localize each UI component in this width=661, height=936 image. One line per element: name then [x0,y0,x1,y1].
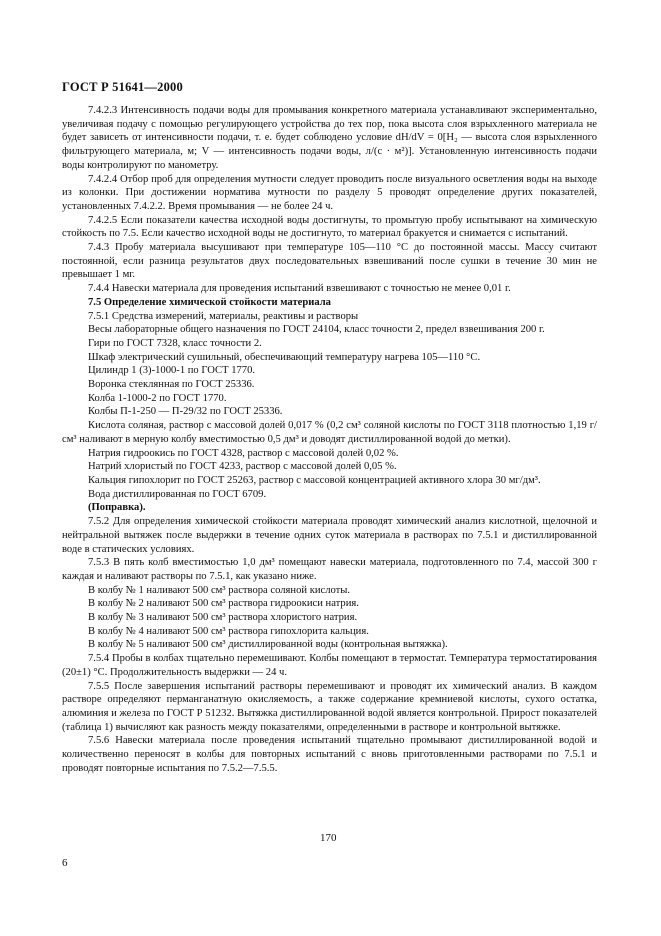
page-number: 6 [62,857,68,869]
list-item-weights: Гири по ГОСТ 7328, класс точности 2. [88,337,262,349]
list-item-cylinder: Цилиндр 1 (3)-1000-1 по ГОСТ 1770. [88,365,256,377]
flask-5-item: В колбу № 5 наливают 500 см³ дистиллированной воды (контрольная вытяжка). [88,639,448,651]
list-item-sodium-hydroxide: Натрия гидроокись по ГОСТ 4328, раствор с массовой долей 0,02 %. [88,447,399,459]
amendment-note: (Поправка). [88,502,146,514]
paragraph-7-5-5: 7.5.5 После завершения испытаний растворы перемешивают и проводят их химический анализ. В каждом растворе определяют перманганатную окисляемость, а также содержание кремниевой кислоты, сухого остатка, алюминия и железа по ГОСТ Р 51232. Вытяжка дистиллированной водой является контрольной. Прирост показателей (таблица 1) вычисляют как разность между показателями, определенными в растворе и контрольной вытяжке. [62,680,597,733]
list-item-scales: Весы лабораторные общего назначения по ГОСТ 24104, класс точности 2, предел взвешивания 200 г. [88,324,545,336]
flask-1-item: В колбу № 1 наливают 500 см³ раствора соляной кислоты. [88,584,351,596]
paragraph-7-4-2-5: 7.4.2.5 Если показатели качества исходной воды достигнуты, то промытую пробу испытывают на химическую стойкость по 7.5. Если качество исходной воды не достигнуто, то материал бракуется и снимается с испытаний. [62,214,597,240]
paragraph-7-4-2-4: 7.4.2.4 Отбор проб для определения мутности следует проводить после визуального осветления воды на выходе из колонки. При достижении норматива мутности по разделу 5 проводят определение других показателей, установленных 7.4.2.2. Время промывания — не более 24 ч. [62,173,597,212]
paragraph-7-5-4: 7.5.4 Пробы в колбах тщательно перемешивают. Колбы помещают в термостат. Температура термостатирования (20±1) °С. Продолжительность выдержки — 24 ч. [62,653,597,678]
list-item-calcium-hypochlorite: Кальция гипохлорит по ГОСТ 25263, раствор с массовой концентрацией активного хлора 30 мг/дм³. [88,474,541,486]
flask-2-item: В колбу № 2 наливают 500 см³ раствора гидроокиси натрия. [88,598,359,610]
sheet-number: 170 [320,832,337,844]
paragraph-7-5-1: 7.5.1 Средства измерений, материалы, реактивы и растворы [88,310,359,322]
flask-3-item: В колбу № 3 наливают 500 см³ раствора хлористого натрия. [88,612,358,624]
list-item-hydrochloric-acid: Кислота соляная, раствор с массовой долей 0,017 % (0,2 см³ соляной кислоты по ГОСТ 3118 плотностью 1,19 г/см³ наливают в мерную колбу вместимостью 0,5 дм³ и доводят дистиллированной водой до метки). [62,420,597,445]
flask-4-item: В колбу № 4 наливают 500 см³ раствора гипохлорита кальция. [88,625,369,637]
list-item-funnel: Воронка стеклянная по ГОСТ 25336. [88,379,255,391]
paragraph-7-4-2-3: 7.4.2.3 Интенсивность подачи воды для промывания конкретного материала устанавливают экспериментально, увеличивая подачу с помощью регулирующего устройства до тех пор, пока высота слоя взрыхленного материала не будет зависеть от интенсивности подачи, т. е. будет соблюдено условие dH/dV = 0[H₂ — высота слоя взрыхленного фильтрующего материала, м; V — интенсивность подачи воды, л/(с · м²)]. Установленную интенсивность подачи воды контролируют по манометру. [62,105,597,171]
section-heading-7-5: 7.5 Определение химической стойкости материала [88,296,331,308]
paragraph-7-5-2: 7.5.2 Для определения химической стойкости материала проводят химический анализ кислотной, щелочной и нейтральной вытяжек после выдержки в течение одних суток материала в растворах по 7.5.1 и дистиллированной воде в статических условиях. [62,516,597,555]
paragraph-7-5-3: 7.5.3 В пять колб вместимостью 1,0 дм³ помещают навески материала, подготовленного по 7.4, массой 300 г каждая и наливают растворы по 7.5.1, как указано ниже. [62,557,597,582]
list-item-sodium-chloride: Натрий хлористый по ГОСТ 4233, раствор с массовой долей 0,05 %. [88,461,397,473]
document-body [62,104,597,775]
list-item-distilled-water: Вода дистиллированная по ГОСТ 6709. [88,488,267,500]
paragraph-7-5-6: 7.5.6 Навески материала после проведения испытаний тщательно промывают дистиллированной водой и количественно переносят в колбы для повторных испытаний с вновь приготовленными растворами по 7.5.1 и проводят повторные испытания по 7.5.2—7.5.5. [62,735,597,774]
paragraph-7-4-3: 7.4.3 Пробу материала высушивают при температуре 105—110 °С до постоянной массы. Массу считают постоянной, если разница результатов двух последовательных взвешиваний после сушки в течение 30 мин не превышает 1 мг. [62,242,597,281]
paragraph-7-4-4: 7.4.4 Навески материала для проведения испытаний взвешивают с точностью не менее 0,01 г. [88,283,511,295]
list-item-flask: Колба 1-1000-2 по ГОСТ 1770. [88,392,227,404]
list-item-flasks: Колбы П-1-250 — П-29/32 по ГОСТ 25336. [88,406,283,418]
document-header: ГОСТ Р 51641—2000 [62,80,183,94]
list-item-oven: Шкаф электрический сушильный, обеспечивающий температуру нагрева 105—110 °С. [88,351,481,363]
